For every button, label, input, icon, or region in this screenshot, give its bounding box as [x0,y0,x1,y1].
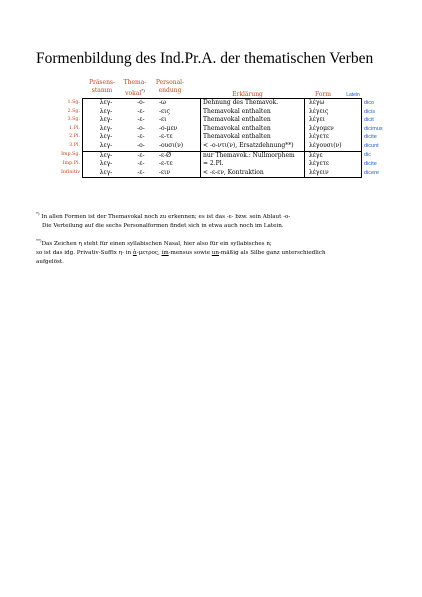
header-vowel-line1: Thema- [123,79,147,86]
footnote-2-line2-a: so ist das idg. Privativ-Suffix η- in [36,249,132,256]
stem-cell: λεγ- [83,151,130,160]
vowel-cell: -ε- [137,107,145,115]
table-row [36,160,392,169]
footnote-2-mark: **) [36,238,42,243]
stem-cell: λεγ- [83,125,130,134]
header-vowel-footnote-mark: *) [141,88,145,93]
explanation-cell: Dehnung des Themavok. [201,99,305,108]
latin-cell: dic [364,152,372,159]
footnote-2-line2-b: -μετρος, [136,249,160,256]
form-cell: λέγειν [305,169,362,178]
footnote-2-line2-c: -mensus sowie [168,249,211,256]
footnote-2-line2-d: -mäßig als Silbe ganz unterschiedlich [219,249,326,256]
ending-cell: -ε-τε [159,160,173,168]
vowel-cell: -ε- [129,151,153,160]
ending-cell: -ω [153,99,201,108]
header-vowel [122,79,148,98]
header-vowel-line2-text: vokal [125,90,142,97]
table-row [36,133,392,142]
table-row [36,108,392,117]
footnote-1-mark: *) [36,211,40,216]
footnote-2-line3: aufgelöst. [36,258,64,265]
table-row [36,169,392,178]
page-title: Formenbildung des Ind.Pr.A. der thematischen Verben [36,50,374,67]
header-ending-line2: endung [158,87,182,94]
form-cell: λέγεις [305,108,362,117]
latin-cell: dicite [364,161,377,168]
footnote-1-line2: Die Verteilung auf die sechs Personalformen findet sich in etwa auch noch im Latein. [42,222,284,229]
vowel-cell: -ε- [137,133,145,141]
table-row [36,125,392,134]
ending-cell: -ουσι(ν) [153,142,201,151]
header-explanation: Erklärung [232,91,263,98]
ending-cell: -εις [159,107,170,115]
row-label: 1.Pl. [69,125,80,131]
table-row [36,142,392,151]
ending-cell: -ο-μεν [159,124,178,132]
ending-cell: -ε-Ø [153,151,201,160]
vowel-cell: -ε- [129,169,153,178]
table-row [36,116,392,125]
row-label: Imp.Sg. [61,152,80,158]
stem-cell: λεγ- [83,116,130,125]
explanation-cell: Themavokal enthalten [201,133,305,142]
footnote-2 [36,236,386,267]
header-stem-line2: stamm [91,87,113,94]
footnote-2-line2-u2: im [161,249,169,256]
explanation-cell: Themavokal enthalten [201,116,305,125]
explanation-cell: Themavokal enthalten [201,108,305,117]
form-cell: λέγετε [305,133,362,142]
row-label: Imp.Pl. [62,161,80,167]
row-label: 3.Sg. [67,117,80,123]
latin-cell: dicis [364,108,376,115]
stem-cell: λεγ- [83,99,130,108]
vowel-cell: -ο- [129,142,153,151]
header-stem [80,79,124,95]
footnote-1-line1-text: In allen Formen ist der Themavokal noch zu erkennen; es ist das -ε- bzw. sein Ablaut -ο- [41,213,291,220]
ending-cell: -ε-τε [159,133,173,141]
header-vowel-line2 [122,87,148,98]
latin-cell: dicit [364,117,374,124]
table-row [36,99,392,108]
vowel-cell: -ε- [137,160,145,168]
stem-cell: λεγ- [83,142,130,151]
header-ending [148,79,192,95]
latin-cell: dicite [364,134,377,141]
form-cell: λέγει [305,116,362,125]
header-form: Form [314,91,331,98]
explanation-cell: Themavokal enthalten [201,125,305,134]
stem-cell: λεγ- [83,169,130,178]
row-label: 2.Sg. [67,108,80,114]
form-cell: λέγουσι(ν) [305,142,362,151]
form-cell: λέγετε [305,160,362,169]
footnote-1 [36,209,386,231]
row-label: 2.Pl. [69,134,80,140]
stem-cell: λεγ- [83,133,130,142]
footnote-2-line2-u3: un [211,249,220,256]
latin-cell: dicunt [364,143,379,150]
row-label: Infinitiv [61,170,80,176]
form-cell: λέγω [305,99,362,108]
stem-cell: λεγ- [83,108,130,117]
latin-cell: dicere [364,170,379,177]
footnote-2-line2-u1: ἀ [132,249,137,256]
stem-cell: λεγ- [83,160,130,169]
explanation-cell: nur Themavok.: Nullmorphem [201,151,305,160]
explanation-cell: < -ο-ντι(ν), Ersatzdehnung**) [201,142,305,151]
footnote-2-line1 [36,236,386,249]
latin-cell: dicimus [364,125,383,132]
explanation-cell: = 2.Pl. [201,160,305,169]
ending-cell: -ειν [153,169,201,178]
footnote-2-line2 [36,249,386,258]
form-cell: λέγομεν [305,125,362,134]
vowel-cell: -ο- [129,99,153,108]
explanation-cell: < -ε-εν, Kontraktion [201,169,305,178]
form-cell: λέγε [305,151,362,160]
header-stem-line1: Präsens- [88,79,116,86]
conjugation-table [36,98,392,178]
table-row [36,151,392,160]
ending-cell: -ει [159,116,167,124]
footnote-1-line1 [36,209,386,222]
footnote-2-line1-text: Das Zeichen η steht für einen syllabischen Nasal, hier also für ein syllabisches n; [41,240,272,247]
row-label: 3.Pl. [69,143,80,149]
header-latin: Latein [346,92,360,98]
vowel-cell: -ο- [137,124,145,132]
header-ending-line1: Personal- [155,79,185,86]
row-label: 1.Sg. [67,99,80,105]
vowel-cell: -ε- [137,116,145,124]
latin-cell: dico [364,99,375,106]
